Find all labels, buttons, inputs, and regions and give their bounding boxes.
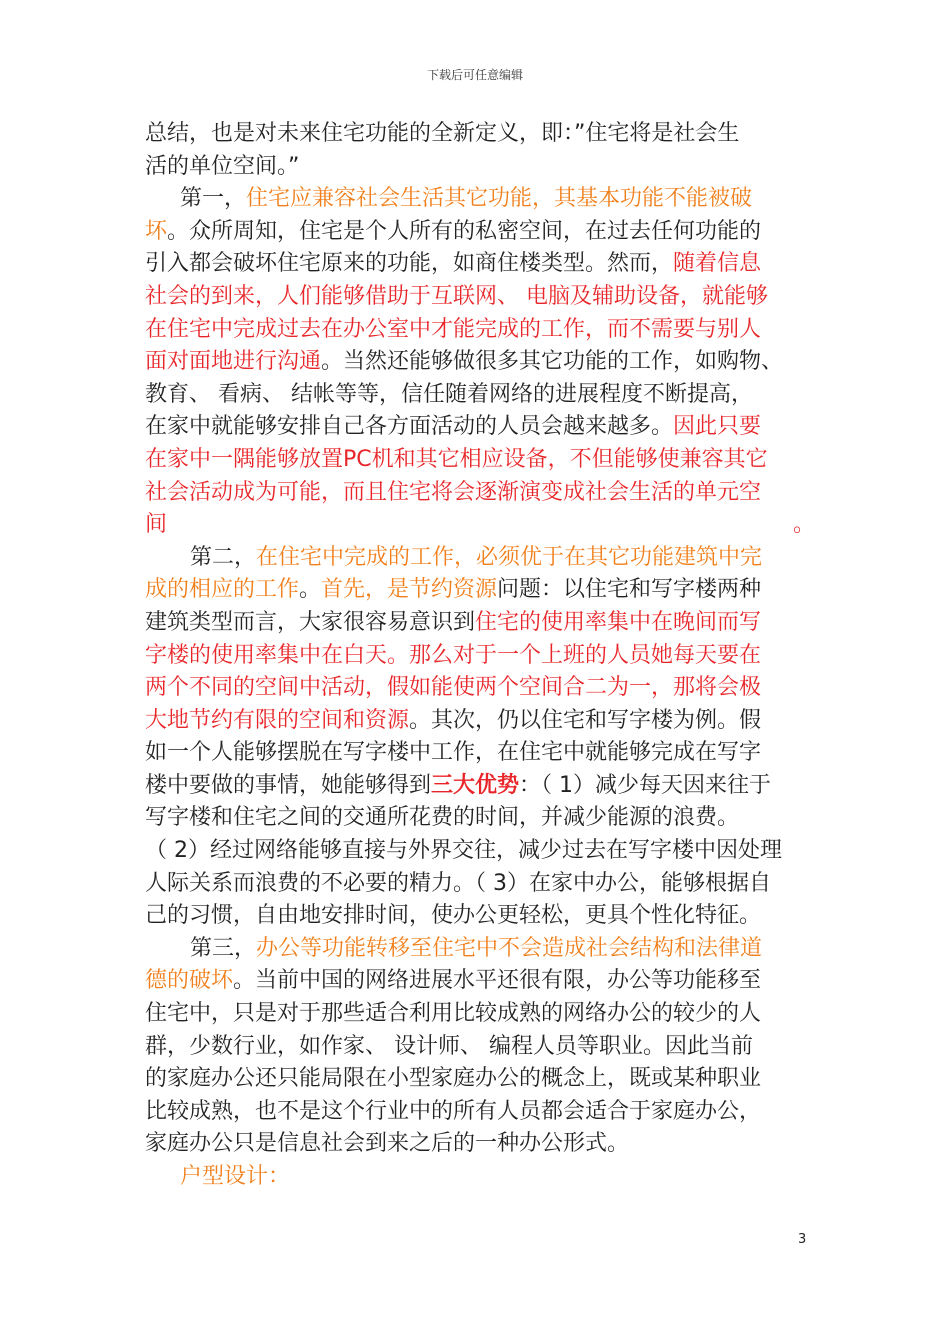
text-span: 的家庭办公还只能局限在小型家庭办公的概念上，既或某种职业 — [145, 1066, 762, 1092]
text-span: 在家中一隅能够放置PC机和其它相应设备，不但能够使兼容其它 — [145, 446, 768, 472]
text-span: 成的相应的工作 — [145, 577, 300, 603]
text-span: 第三， — [190, 935, 257, 961]
text-span: 办公等功能转移至住宅中不会造成社会结构和法律道 — [256, 935, 763, 961]
text-span: 。 — [299, 577, 322, 603]
text-span: 住宅应兼容社会生活其它功能，其基本功能不能被破 — [246, 186, 753, 212]
text-span: 教育、 看病、 结帐等等，信任随着网络的进展程度不断提高， — [145, 381, 753, 407]
text-span: 德的破坏 — [145, 968, 234, 994]
text-line — [145, 1031, 815, 1064]
text-span: 楼中要做的事情，她能够得到 — [145, 772, 432, 798]
text-span: 第一， — [180, 186, 247, 212]
text-line — [145, 672, 815, 705]
section-heading: 户型设计： — [180, 1164, 291, 1189]
text-line — [145, 1161, 815, 1194]
text-span: 。其次，仍以住宅和写字楼为例。假 — [409, 707, 762, 733]
text-line — [145, 737, 815, 770]
text-span: 社会活动成为可能，而且住宅将会逐渐演变成社会生活的单元空 — [145, 479, 762, 505]
text-line — [145, 314, 815, 347]
text-span: 。众所周知，住宅是个人所有的私密空间，在过去任何功能的 — [167, 218, 762, 244]
text-line — [145, 640, 815, 673]
text-line — [145, 965, 815, 998]
text-line — [145, 1063, 815, 1096]
page-header: 下载后可任意编辑 — [426, 68, 523, 82]
text-line — [145, 411, 815, 444]
text-span: 三大优势 — [431, 772, 520, 798]
text-line — [145, 868, 815, 901]
text-span: ：（ 1）减少每天因来往于 — [519, 772, 772, 798]
text-span: 家庭办公只是信息社会到来之后的一种办公形式。 — [145, 1131, 630, 1157]
text-span: 面对面地进行沟通 — [145, 349, 322, 375]
text-span: 。 — [792, 512, 815, 538]
text-line — [145, 216, 815, 249]
text-line — [145, 281, 815, 314]
text-line — [145, 1096, 815, 1129]
text-line — [145, 705, 815, 738]
text-span: 己的习惯，自由地安排时间，使办公更轻松，更具个性化特征。 — [145, 903, 762, 929]
text-line — [145, 248, 815, 281]
text-span: 群，少数行业，如作家、 设计师、 编程人员等职业。因此当前 — [145, 1033, 753, 1059]
body-text — [145, 118, 815, 1194]
text-span: 社会的到来，人们能够借助于互联网、 电脑及辅助设备，就能够 — [145, 283, 768, 309]
text-span: 第二， — [190, 544, 257, 570]
text-line — [145, 607, 815, 640]
text-line — [145, 770, 815, 803]
text-span: 。当然还能够做很多其它功能的工作，如购物、 — [321, 349, 784, 375]
text-span: 住宅的使用率集中在晚间而写 — [475, 609, 762, 635]
text-line — [145, 574, 815, 607]
text-span: 如一个人能够摆脱在写字楼中工作，在住宅中就能够完成在写字 — [145, 740, 762, 766]
text-span: 在住宅中完成的工作，必须优于在其它功能建筑中完 — [256, 544, 763, 570]
text-line — [145, 477, 815, 510]
text-span: 坏 — [145, 218, 168, 244]
text-line — [145, 835, 815, 868]
text-span: 问题：以住宅和写字楼两种 — [497, 577, 762, 603]
text-line — [145, 183, 815, 216]
text-line — [145, 900, 815, 933]
text-span: 大地节约有限的空间和资源 — [145, 707, 410, 733]
text-line — [145, 1128, 815, 1161]
text-line — [145, 444, 815, 477]
text-span: 写字楼和住宅之间的交通所花费的时间，并减少能源的浪费。 — [145, 805, 740, 831]
text-span: 两个不同的空间中活动，假如能使两个空间合二为一，那将会极 — [145, 675, 762, 701]
text-span: 人际关系而浪费的不必要的精力。（ 3）在家中办公，能够根据自 — [145, 870, 771, 896]
text-span: 总结，也是对未来住宅功能的全新定义，即：”住宅将是社会生 — [145, 121, 740, 146]
text-span: 首先，是节约资源 — [321, 577, 498, 603]
text-line — [145, 933, 815, 966]
text-span: 建筑类型而言，大家很容易意识到 — [145, 609, 476, 635]
text-span: （ 2）经过网络能够直接与外界交往，减少过去在写字楼中因处理 — [145, 838, 782, 864]
text-line — [145, 998, 815, 1031]
text-line — [145, 802, 815, 835]
text-span: 住宅中，只是对于那些适合利用比较成熟的网络办公的较少的人 — [145, 1001, 762, 1027]
text-span: 字楼的使用率集中在白天。那么对于一个上班的人员她每天要在 — [145, 642, 762, 668]
text-line — [145, 346, 815, 379]
text-span: 。当前中国的网络进展水平还很有限，办公等功能移至 — [233, 968, 762, 994]
text-line — [145, 151, 815, 184]
text-span: 引入都会破坏住宅原来的功能，如商住楼类型。然而， — [145, 251, 674, 277]
text-line — [145, 118, 815, 151]
text-span: 随着信息 — [673, 251, 762, 277]
text-span: 比较成熟，也不是这个行业中的所有人员都会适合于家庭办公， — [145, 1098, 762, 1124]
text-span: 间 — [145, 512, 168, 538]
text-line — [145, 379, 815, 412]
text-line — [145, 542, 815, 575]
text-span: 活的单位空间。” — [145, 153, 300, 179]
text-span: 在住宅中完成过去在办公室中才能完成的工作，而不需要与别人 — [145, 316, 762, 342]
text-span: 在家中就能够安排自己各方面活动的人员会越来越多。 — [145, 414, 674, 440]
page-number: 3 — [798, 1232, 807, 1247]
text-span: 因此只要 — [673, 414, 762, 440]
text-line — [145, 509, 815, 542]
